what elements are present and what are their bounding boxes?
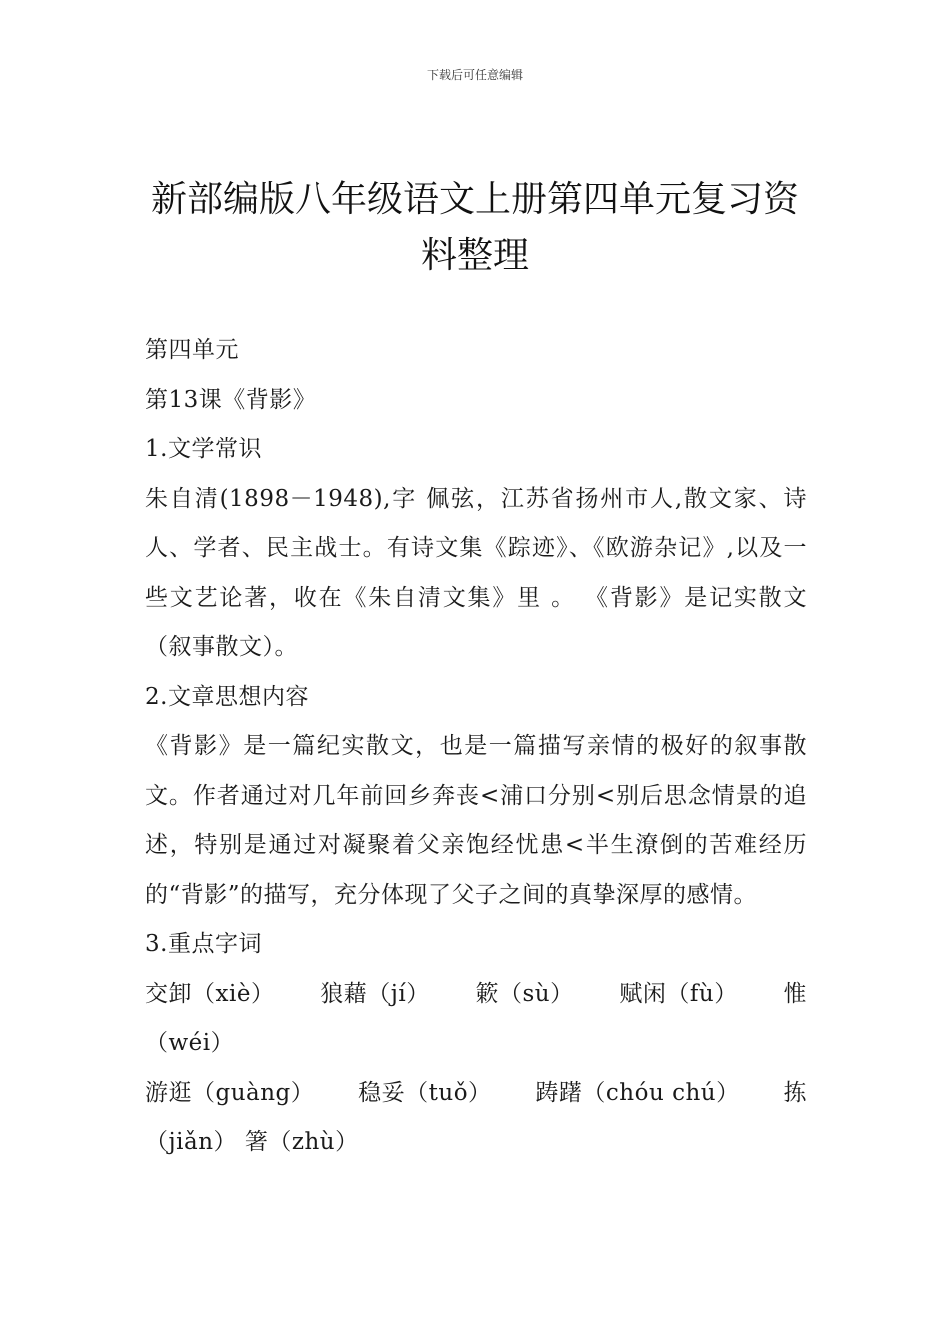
paragraph-literary-knowledge: 朱自清(1898－1948),字 佩弦，江苏省扬州市人,散文家、诗人、学者、民主战士。有诗文集《踪迹》、《欧游杂记》,以及一些文艺论著，收在《朱自清文集》里 。 《背影》是记实散文（叙事散文）。 xyxy=(145,485,807,660)
vocab-item: 游逛（guàng） xyxy=(145,1079,315,1106)
vocab-item: 踌躇（chóu chú） xyxy=(535,1079,740,1106)
section-heading-vocabulary: 3.重点字词 xyxy=(145,931,262,957)
unit-heading: 第四单元 xyxy=(145,337,239,363)
section-heading-content: 2.文章思想内容 xyxy=(145,683,309,710)
vocabulary-line-1 xyxy=(145,970,807,1020)
document-body xyxy=(145,326,807,1168)
paragraph-content: 《背影》是一篇纪实散文，也是一篇描写亲情的极好的叙事散文。作者通过对几年前回乡奔丧<浦口分别<别后思念情景的追述，特别是通过对凝聚着父亲饱经忧患<半生潦倒的苦难经历的“背影”的描写，充分体现了父子之间的真挚深厚的感情。 xyxy=(145,733,807,908)
vocabulary-line-2-tail: （jiǎn） 箸（zhù） xyxy=(145,1129,359,1155)
header-note: 下载后可任意编辑 xyxy=(426,68,523,82)
vocab-item: 拣 xyxy=(783,1079,807,1106)
document-title: 新部编版八年级语文上册第四单元复习资料整理 xyxy=(150,179,799,276)
vocab-item: 赋闲（fù） xyxy=(619,980,738,1007)
vocabulary-line-2 xyxy=(145,1069,807,1119)
section-heading-literary-knowledge: 1.文学常识 xyxy=(145,436,262,462)
vocab-item: 簌（sù） xyxy=(475,980,574,1007)
vocabulary-line-1-tail: （wéi） xyxy=(145,1030,235,1056)
vocab-item: 交卸（xiè） xyxy=(145,980,275,1007)
vocab-item: 狼藉（jí） xyxy=(320,980,430,1007)
vocab-item: 惟 xyxy=(783,980,807,1007)
lesson-heading: 第13课《背影》 xyxy=(145,386,317,413)
vocab-item: 稳妥（tuǒ） xyxy=(358,1079,492,1106)
